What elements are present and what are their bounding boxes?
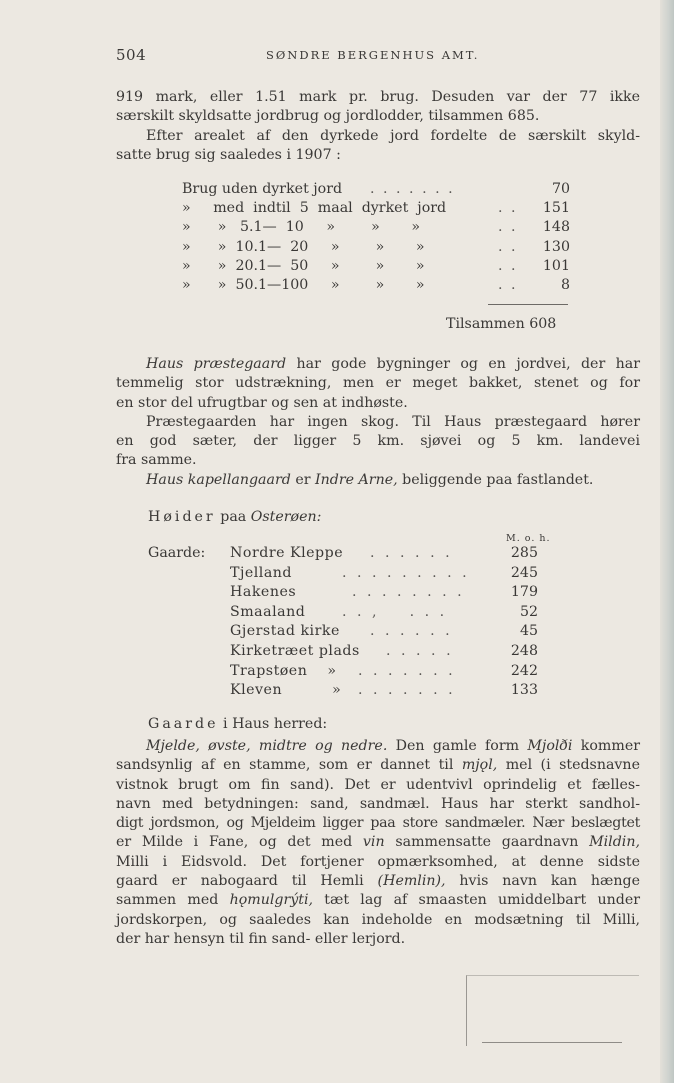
text-span: Den gamle form [395,738,520,754]
text-span: tæt lag af smaasten umiddelbart under [324,892,640,909]
text-span: sammen med [116,892,219,909]
text-line [116,833,640,852]
row-value: 148 [542,219,570,236]
text-line: temmelig stor udstrækning, men er meget bakket, stenet og for [116,375,640,392]
text-line [116,471,640,490]
table-row [182,258,570,277]
table-row [148,623,538,643]
text-line: en stor del ufrugtbar og sen at indhøste. [116,394,408,411]
table-row [148,604,538,624]
text-span: gaard er nabogaard til Hemli [116,873,364,890]
text-line [116,355,640,374]
leader-dots: . . . . . . [370,623,453,640]
table-row [148,545,538,565]
farm-name: Tjelland [230,564,293,581]
leader-dots: . . . . . . . [370,181,455,197]
height-value: 245 [510,564,538,581]
table-row [148,584,538,604]
table-row [182,277,570,296]
text-line: særskilt skyldsatte jordbrug og jordlodder, tilsammen 685. [116,108,540,125]
place-name: Mildin, [589,834,640,851]
leader-dots: . . . . . . [370,545,453,561]
text-line: Efter arealet af den dyrkede jord fordelte de særskilt skyld- [146,127,640,144]
text-line: fra samme. [116,452,197,469]
text-line: jordskorpen, og saaledes kan indeholde en modsætning til Milli, [116,911,640,928]
page-number: 504 [116,46,147,64]
heights-table [148,545,538,702]
text-span: beliggende paa fastlandet. [402,471,594,488]
text-span: mel (i stedsnavne [505,757,640,774]
table-row [148,565,538,585]
text-line [116,872,640,891]
leader-dots: . . [498,276,518,293]
text-line: Milli i Eidsvold. Det fortjener opmærksomhed, at denne sidste [116,853,640,870]
leader-dots: . . . . . . . [358,682,456,699]
text-line: en god sæter, der ligger 5 km. sjøvei og 5 km. landevei [116,433,640,450]
word-form: mjǫl, [461,757,498,774]
height-value: 179 [510,584,538,601]
leader-dots: . . , . . . [342,603,448,620]
place-name: (Hemlin), [377,873,446,890]
mjelde-paragraph [116,737,640,949]
row-label: » » 20.1— 50 » » » [182,257,425,274]
table-row [182,219,570,238]
total-label: Tilsammen [446,316,525,332]
height-value: 248 [510,642,538,659]
farm-name: Nordre Kleppe [230,545,344,561]
text-span: sammensatte gaardnavn [395,834,579,851]
leader-dots: . . [498,219,518,236]
text-line: 919 mark, eller 1.51 mark pr. brug. Desuden var der 77 ikke [116,89,640,105]
table-row [148,643,538,663]
table-row [182,181,570,200]
leader-dots: . . . . . . . . [352,584,465,601]
row-value: 8 [560,276,570,293]
place-name: Mjelde, øvste, midtre og nedre. [146,738,388,754]
text-line [116,756,640,775]
row-label: » » 5.1— 10 » » » [182,219,421,236]
gaarde-heading [148,716,327,732]
leader-dots: . . [498,238,518,255]
row-label: » » 10.1— 20 » » » [182,238,425,255]
farm-name: Trapstøen » [230,662,337,679]
word-form: hǫmulgrýti, [229,892,314,909]
text-line: vistnok brugt om fin sand). Det er udentvivl oprindelig et fælles- [116,776,640,793]
heading-mid: paa [220,509,247,525]
height-value: 285 [510,545,538,561]
text-span: er Milde i Fane, og det med [116,834,353,851]
page-header [116,46,640,66]
leader-dots: . . . . . . . . . [342,564,470,581]
heading-word: Gaarde [148,716,219,732]
table-row [182,200,570,219]
row-label: » » 50.1—100 » » » [182,276,425,293]
farm-name: Gjerstad kirke [230,623,340,640]
height-value: 45 [519,623,538,640]
text-line: der har hensyn til fin sand- eller lerjord. [116,930,406,947]
total-value: 608 [529,316,557,332]
text-line: satte brug sig saaledes i 1907 : [116,146,341,163]
leader-dots: . . . . . [386,642,454,659]
word-form: vin [362,834,385,851]
height-value: 52 [519,603,538,620]
leader-dots: . . [498,257,518,274]
text-span: har gode bygninger og en jordvei, der har [296,356,641,372]
farm-name: Hakenes [230,584,297,601]
place-name: Indre Arne, [315,471,398,488]
row-label: » med indtil 5 maal dyrket jord [182,200,447,217]
farm-name: Smaaland [230,603,306,620]
place-name: Haus kapellangaard [146,471,291,488]
table-row [182,239,570,258]
text-line [116,891,640,910]
table-row [148,682,538,702]
page-edge-shadow [660,0,674,1083]
sum-rule [488,304,568,305]
word-form: Mjolði [527,738,573,754]
text-line: digt jordsmon, og Mjeldeim ligger paa store sandmæler. Nær beslægtet [116,815,640,832]
total-row [446,316,556,332]
text-span: sandsynlig af en stamme, som er dannet til [116,757,454,774]
paper-tab-mark [466,975,639,1046]
text-line [116,737,640,756]
farm-name: Kirketræet plads [230,642,360,659]
unit-label: M. o. h. [506,533,551,544]
row-value: 70 [551,181,570,197]
area-distribution-table [182,181,570,296]
text-span: hvis navn kan hænge [459,873,641,890]
height-value: 242 [510,662,538,679]
place-name: Haus præstegaard [146,356,287,372]
height-value: 133 [510,682,538,699]
farm-name: Kleven » [230,682,342,699]
text-line: navn med betydningen: sand, sandmæl. Haus har sterkt sandhol- [116,795,640,812]
place-name: Osterøen: [250,509,322,525]
text-span: kommer [580,738,641,754]
paper-tab-line [482,1042,622,1043]
heading-rest: i Haus herred: [223,716,328,732]
running-title: SØNDRE BERGENHUS AMT. [266,48,480,62]
text-span: er [295,471,311,488]
row-label: Brug uden dyrket jord [182,181,343,197]
text-line: Præstegaarden har ingen skog. Til Haus præstegaard hører [146,413,640,430]
heading-word: Høider [148,509,216,525]
row-value: 101 [542,257,570,274]
row-value: 130 [542,238,570,255]
table-row [148,663,538,683]
praestegaard-paragraph [116,355,640,490]
leader-dots: . . [498,200,518,217]
intro-paragraph [116,88,640,165]
heights-heading [148,509,321,525]
leader-dots: . . . . . . . [358,662,456,679]
group-label: Gaarde: [148,545,206,561]
row-value: 151 [542,200,570,217]
